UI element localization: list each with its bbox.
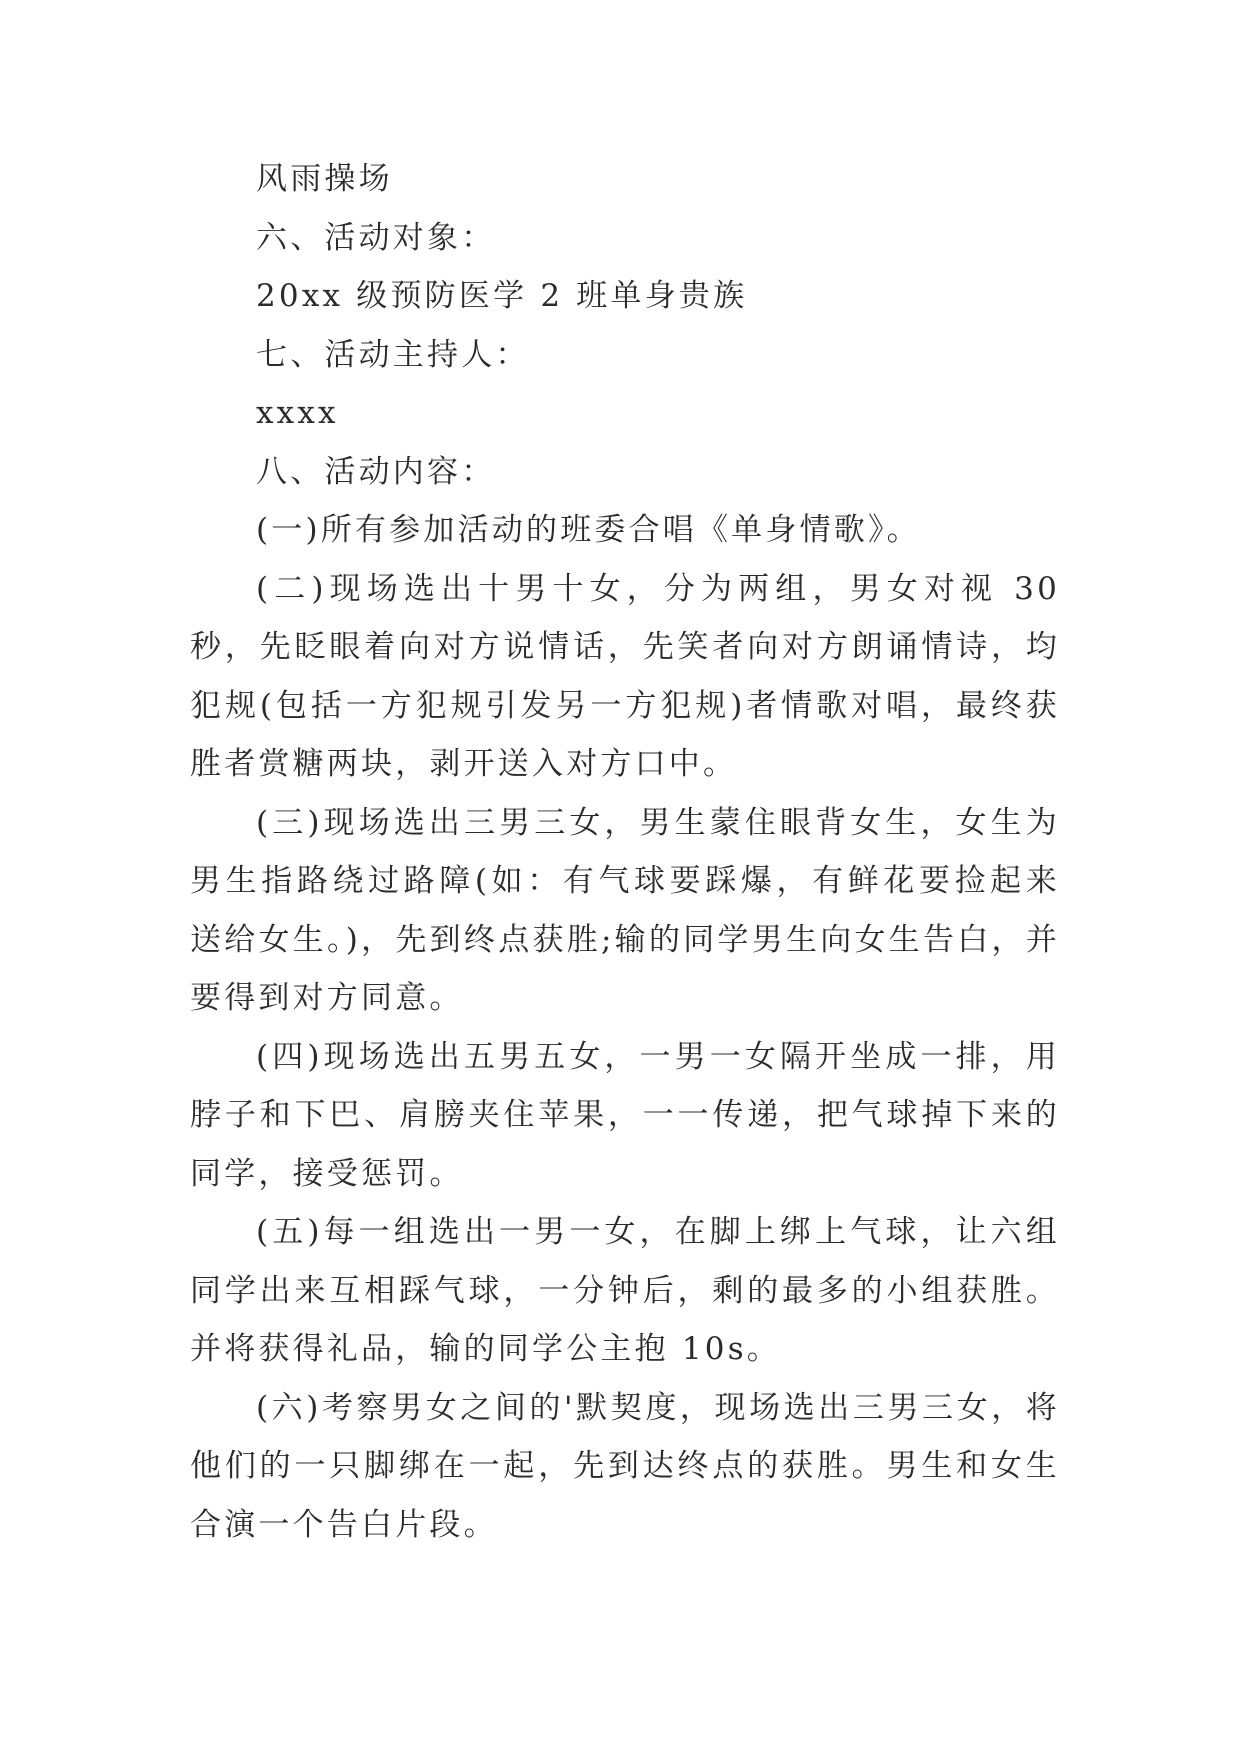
activity-item-1: (一)所有参加活动的班委合唱《单身情歌》。 — [256, 512, 921, 548]
activity-item-4: (四)现场选出五男五女，一男一女隔开坐成一排，用脖子和下巴、肩膀夹住苹果，一一传递，把气球掉下来的同学，接受惩罚。 — [190, 1038, 1060, 1192]
section-heading-host: 七、活动主持人： — [256, 336, 530, 373]
activity-item-3: (三)现场选出三男三女，男生蒙住眼背女生，女生为男生指路绕过路障(如：有气球要踩爆，有鲜花要捡起来送给女生。)，先到终点获胜;输的同学男生向女生告白，并要得到对方同意。 — [190, 804, 1060, 1016]
activity-item-5: (五)每一组选出一男一女，在脚上绑上气球，让六组同学出来互相踩气球，一分钟后，剩的最多的小组获胜。并将获得礼品，输的同学公主抱 10s。 — [190, 1214, 1060, 1367]
audience-text: 20xx 级预防医学 2 班单身贵族 — [256, 278, 748, 314]
section-heading-audience: 六、活动对象： — [256, 219, 496, 256]
activity-item-6: (六)考察男女之间的'默契度，现场选出三男三女，将他们的一只脚绑在一起，先到达终点的获胜。男生和女生合演一个告白片段。 — [190, 1389, 1060, 1543]
section-heading-content: 八、活动内容： — [256, 453, 496, 490]
document-body — [190, 150, 1060, 1554]
host-text: xxxx — [256, 395, 339, 431]
activity-item-2: (二)现场选出十男十女，分为两组，男女对视 30 秒，先眨眼着向对方说情话，先笑者向对方朗诵情诗，均犯规(包括一方犯规引发另一方犯规)者情歌对唱，最终获胜者赏糖两块，剥开送入对方口中。 — [190, 570, 1060, 782]
venue-text: 风雨操场 — [256, 161, 393, 197]
